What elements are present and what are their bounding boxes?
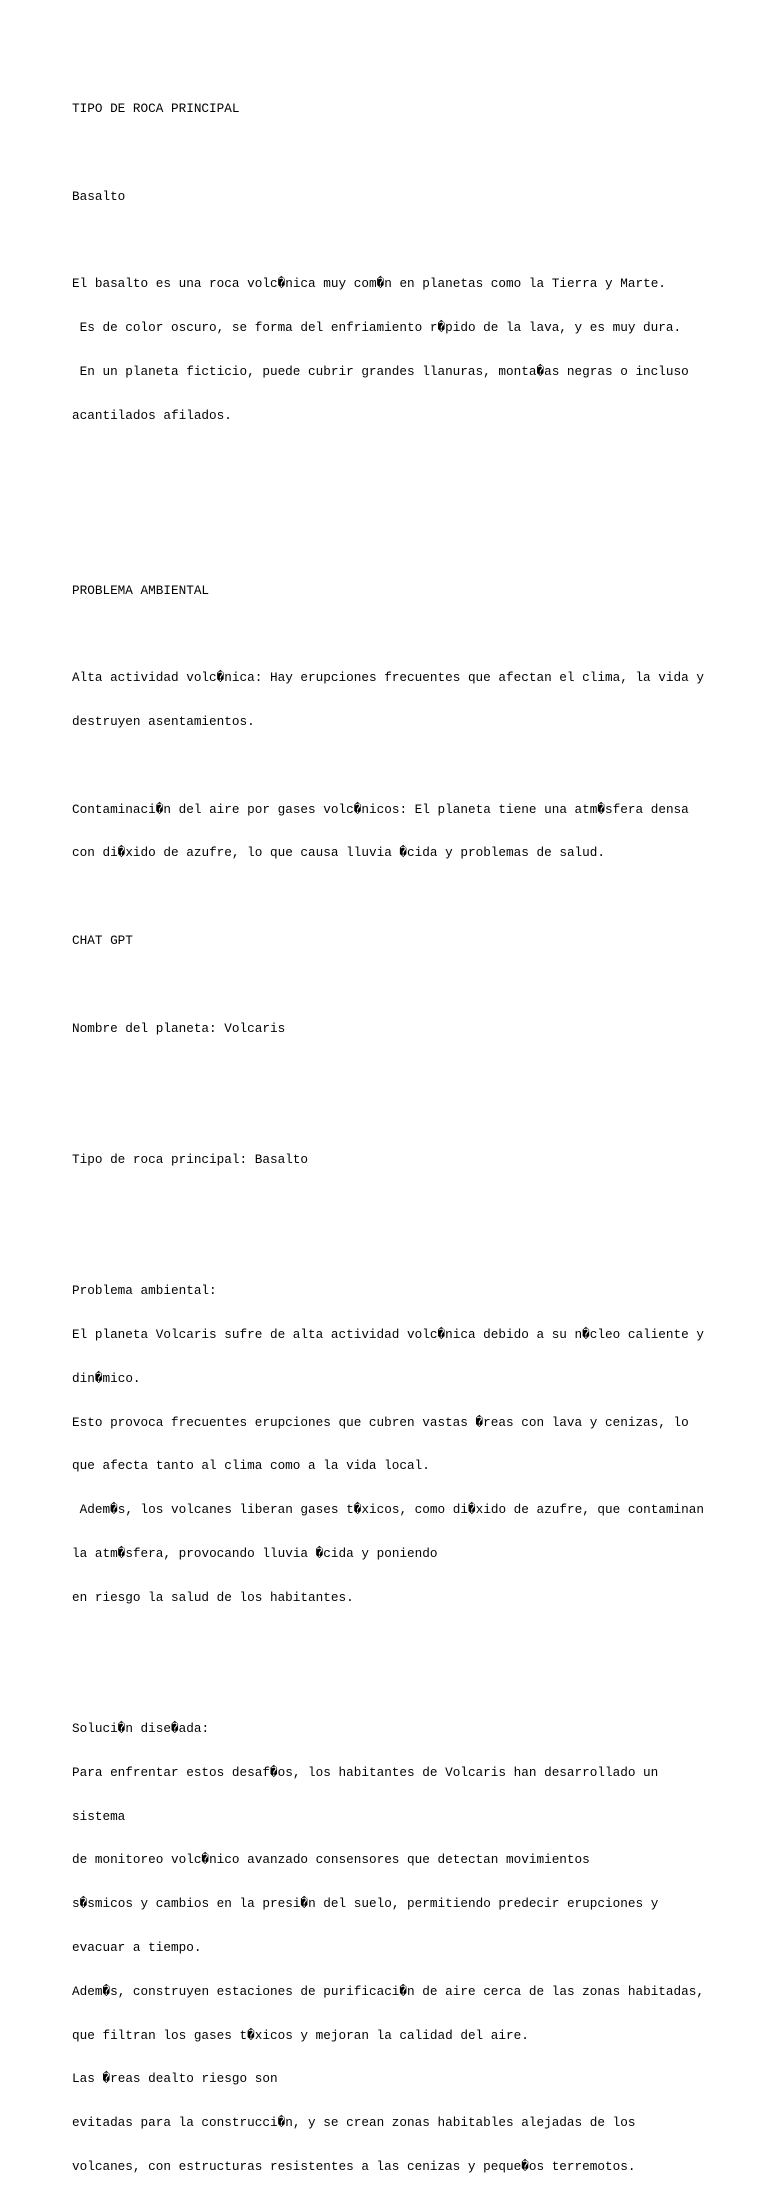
text-line: destruyen asentamientos. <box>72 714 255 730</box>
text-line: din�mico. <box>72 1370 141 1386</box>
blank-line <box>72 1241 752 1256</box>
heading-rock-type: TIPO DE ROCA PRINCIPAL <box>72 101 240 117</box>
text-line: Alta actividad volc�nica: Hay erupciones frecuentes que afectan el clima, la vida y <box>72 670 704 686</box>
text-line: Las �reas dealto riesgo son <box>72 2071 278 2087</box>
text-line: volcanes, con estructuras resistentes a las cenizas y peque�os terremotos. <box>72 2158 636 2174</box>
text-line: la atm�sfera, provocando lluvia �cida y poniendo <box>72 1545 438 1561</box>
text-line: en riesgo la salud de los habitantes. <box>72 1589 354 1605</box>
text-line: Adem�s, construyen estaciones de purificaci�n de aire cerca de las zonas habitadas, <box>72 1983 704 1999</box>
text-line: con di�xido de azufre, lo que causa lluvia �cida y problemas de salud. <box>72 845 606 861</box>
planet-name-line: Nombre del planeta: Volcaris <box>72 1020 286 1036</box>
text-line: Contaminaci�n del aire por gases volc�nicos: El planeta tiene una atm�sfera densa <box>72 801 689 817</box>
heading-chat-gpt: CHAT GPT <box>72 933 133 949</box>
blank-line <box>72 234 752 249</box>
heading-solution: Soluci�n dise�ada: <box>72 1721 210 1737</box>
blank-line <box>72 1635 752 1650</box>
blank-line <box>72 978 752 993</box>
text-line: El basalto es una roca volc�nica muy com�n en planetas como la Tierra y Marte. <box>72 276 666 292</box>
blank-line <box>72 890 752 905</box>
text-line: Adem�s, los volcanes liberan gases t�xicos, como di�xido de azufre, que contaminan <box>72 1502 705 1518</box>
text-line: s�smicos y cambios en la presi�n del suelo, permitiendo predecir erupciones y <box>72 1896 659 1912</box>
blank-line <box>72 540 752 555</box>
heading-problem: Problema ambiental: <box>72 1283 217 1299</box>
blank-line <box>72 452 752 467</box>
blank-line <box>72 496 752 511</box>
text-line: acantilados afilados. <box>72 407 232 423</box>
text-line: Para enfrentar estos desaf�os, los habitantes de Volcaris han desarrollado un <box>72 1764 659 1780</box>
text-line: de monitoreo volc�nico avanzado consensores que detectan movimientos <box>72 1852 590 1868</box>
text-line: Esto provoca frecuentes erupciones que cubren vastas �reas con lava y cenizas, lo <box>72 1414 689 1430</box>
blank-line <box>72 1109 752 1124</box>
text-line: Es de color oscuro, se forma del enfriamiento r�pido de la lava, y es muy dura. <box>72 320 682 336</box>
text-line: evitadas para la construcci�n, y se crean zonas habitables alejadas de los <box>72 2115 636 2131</box>
blank-line <box>72 1197 752 1212</box>
rock-name: Basalto <box>72 188 126 204</box>
blank-line <box>72 1065 752 1080</box>
blank-line <box>72 759 752 774</box>
text-line: que filtran los gases t�xicos y mejoran la calidad del aire. <box>72 2027 529 2043</box>
blank-line <box>72 146 752 161</box>
text-line: sistema <box>72 1808 126 1824</box>
document-text <box>72 73 752 2204</box>
text-line: que afecta tanto al clima como a la vida local. <box>72 1458 430 1474</box>
heading-environmental-problem: PROBLEMA AMBIENTAL <box>72 582 210 598</box>
text-line: evacuar a tiempo. <box>72 1940 202 1955</box>
text-line: En un planeta ficticio, puede cubrir grandes llanuras, monta�as negras o incluso <box>72 363 689 379</box>
blank-line <box>72 1678 752 1693</box>
rock-type-line: Tipo de roca principal: Basalto <box>72 1151 309 1167</box>
text-line: El planeta Volcaris sufre de alta actividad volc�nica debido a su n�cleo caliente y <box>72 1327 704 1343</box>
blank-line <box>72 628 752 643</box>
